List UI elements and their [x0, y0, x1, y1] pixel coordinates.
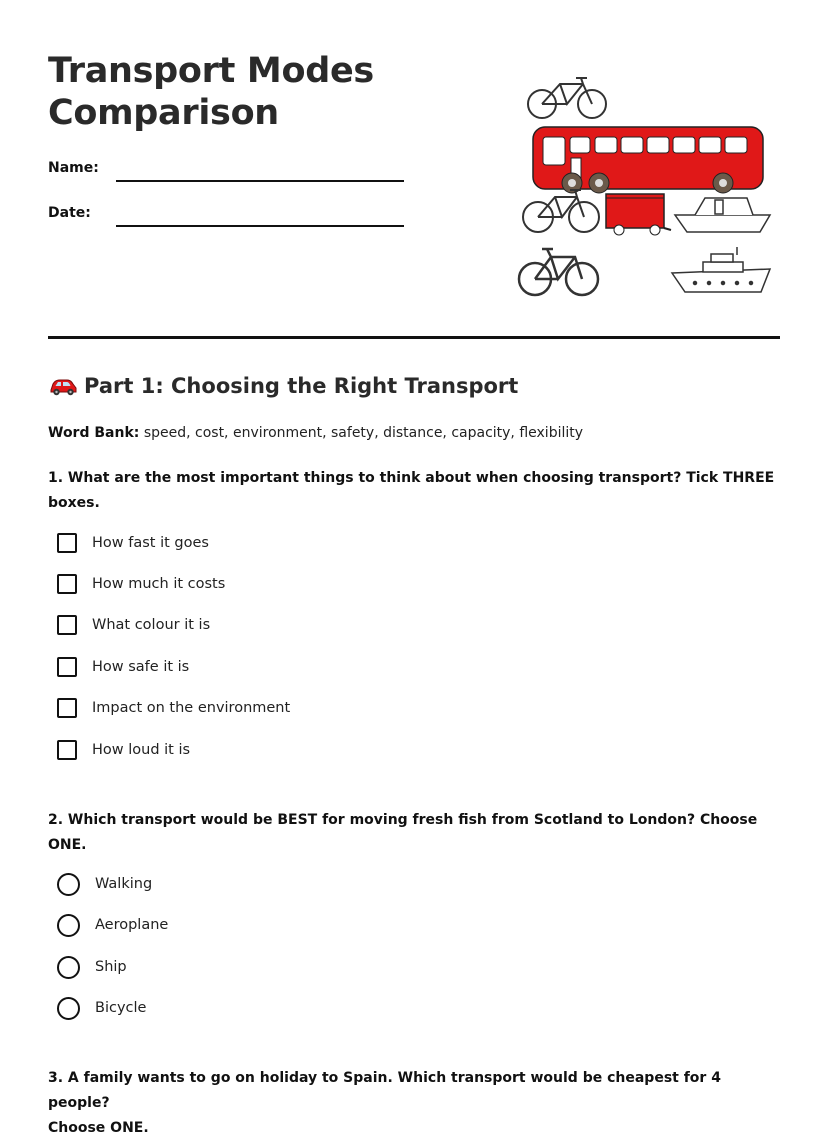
q2-option[interactable]	[57, 913, 168, 937]
section-divider	[48, 336, 780, 339]
option-label: Aeroplane	[95, 917, 169, 933]
radio-button[interactable]	[57, 956, 80, 979]
bicycle-icon	[519, 249, 598, 295]
q2-option[interactable]	[57, 996, 146, 1020]
radio-button[interactable]	[57, 914, 80, 937]
bicycle-icon	[523, 190, 599, 232]
option-label: Walking	[95, 876, 153, 892]
word-bank-words: speed, cost, environment, safety, distance, capacity, flexibility	[143, 425, 584, 441]
word-bank	[48, 425, 583, 441]
date-field[interactable]	[116, 225, 404, 227]
question-3-line-1: 3. A family wants to go on holiday to Spain. Which transport would be cheapest for 4 people?	[48, 1070, 721, 1111]
trailer-icon	[606, 194, 671, 235]
option-label: Bicycle	[95, 1000, 147, 1016]
checkbox[interactable]	[57, 698, 77, 718]
option-label: What colour it is	[92, 617, 211, 633]
radio-button[interactable]	[57, 997, 80, 1020]
checkbox[interactable]	[57, 657, 77, 677]
boat-icon	[675, 198, 770, 232]
name-field[interactable]	[116, 180, 404, 182]
question-3	[48, 1066, 778, 1141]
radio-button[interactable]	[57, 873, 80, 896]
part1-heading	[48, 374, 518, 398]
q1-option[interactable]	[57, 696, 290, 720]
question-3-line-2: Choose ONE.	[48, 1120, 149, 1136]
page-title	[48, 50, 374, 134]
q1-option[interactable]	[57, 738, 190, 762]
option-label: How fast it goes	[92, 535, 209, 551]
q1-option[interactable]	[57, 655, 189, 679]
name-label: Name:	[48, 160, 99, 176]
option-label: Ship	[95, 959, 127, 975]
ship-icon	[672, 247, 770, 292]
checkbox[interactable]	[57, 533, 77, 553]
checkbox[interactable]	[57, 615, 77, 635]
part1-heading-text: Part 1: Choosing the Right Transport	[84, 374, 519, 398]
transport-illustration	[515, 72, 780, 302]
checkbox[interactable]	[57, 740, 77, 760]
title-line-1: Transport Modes	[48, 51, 374, 91]
option-label: How safe it is	[92, 659, 190, 675]
q2-option[interactable]	[57, 872, 152, 896]
q1-option[interactable]	[57, 572, 225, 596]
title-line-2: Comparison	[48, 93, 279, 133]
q2-option[interactable]	[57, 955, 127, 979]
option-label: How much it costs	[92, 576, 226, 592]
car-icon	[48, 375, 78, 397]
q1-option[interactable]	[57, 613, 210, 637]
q1-option[interactable]	[57, 531, 209, 555]
option-label: Impact on the environment	[92, 700, 291, 716]
date-label: Date:	[48, 205, 91, 221]
bus-icon	[533, 127, 763, 193]
option-label: How loud it is	[92, 742, 191, 758]
bicycle-icon	[528, 78, 606, 118]
question-1: 1. What are the most important things to think about when choosing transport? Tick THREE boxes.	[48, 470, 775, 511]
question-2: 2. Which transport would be BEST for moving fresh fish from Scotland to London? Choose ONE.	[48, 812, 758, 853]
word-bank-label: Word Bank:	[48, 425, 140, 441]
checkbox[interactable]	[57, 574, 77, 594]
